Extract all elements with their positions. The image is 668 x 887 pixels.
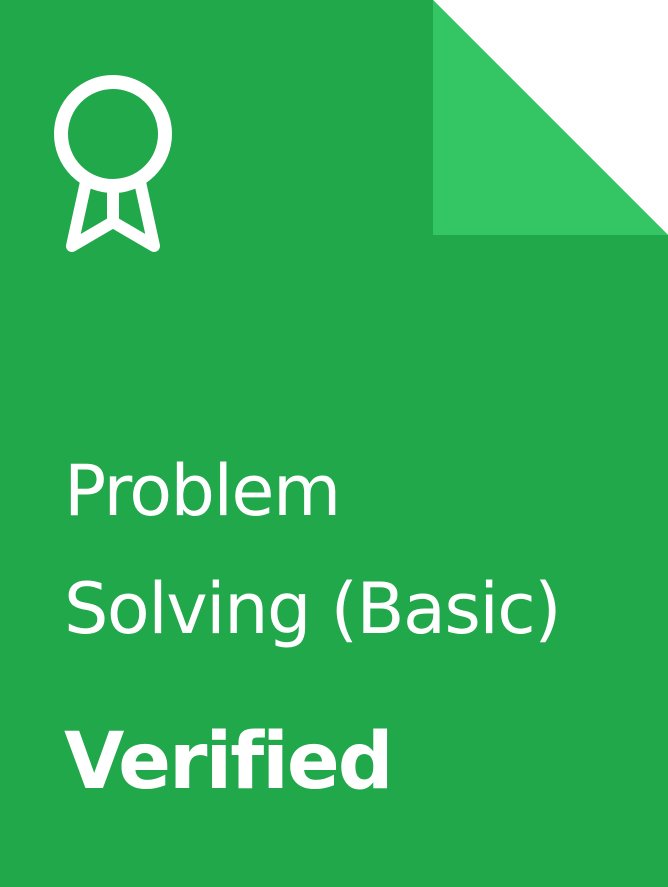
folded-corner	[433, 0, 668, 235]
award-ribbon-icon	[50, 72, 176, 258]
badge-title-line1: Problem	[64, 450, 340, 532]
verified-status: Verified	[64, 717, 392, 807]
badge-title	[64, 432, 654, 668]
badge-title-line2: Solving (Basic)	[64, 568, 561, 650]
